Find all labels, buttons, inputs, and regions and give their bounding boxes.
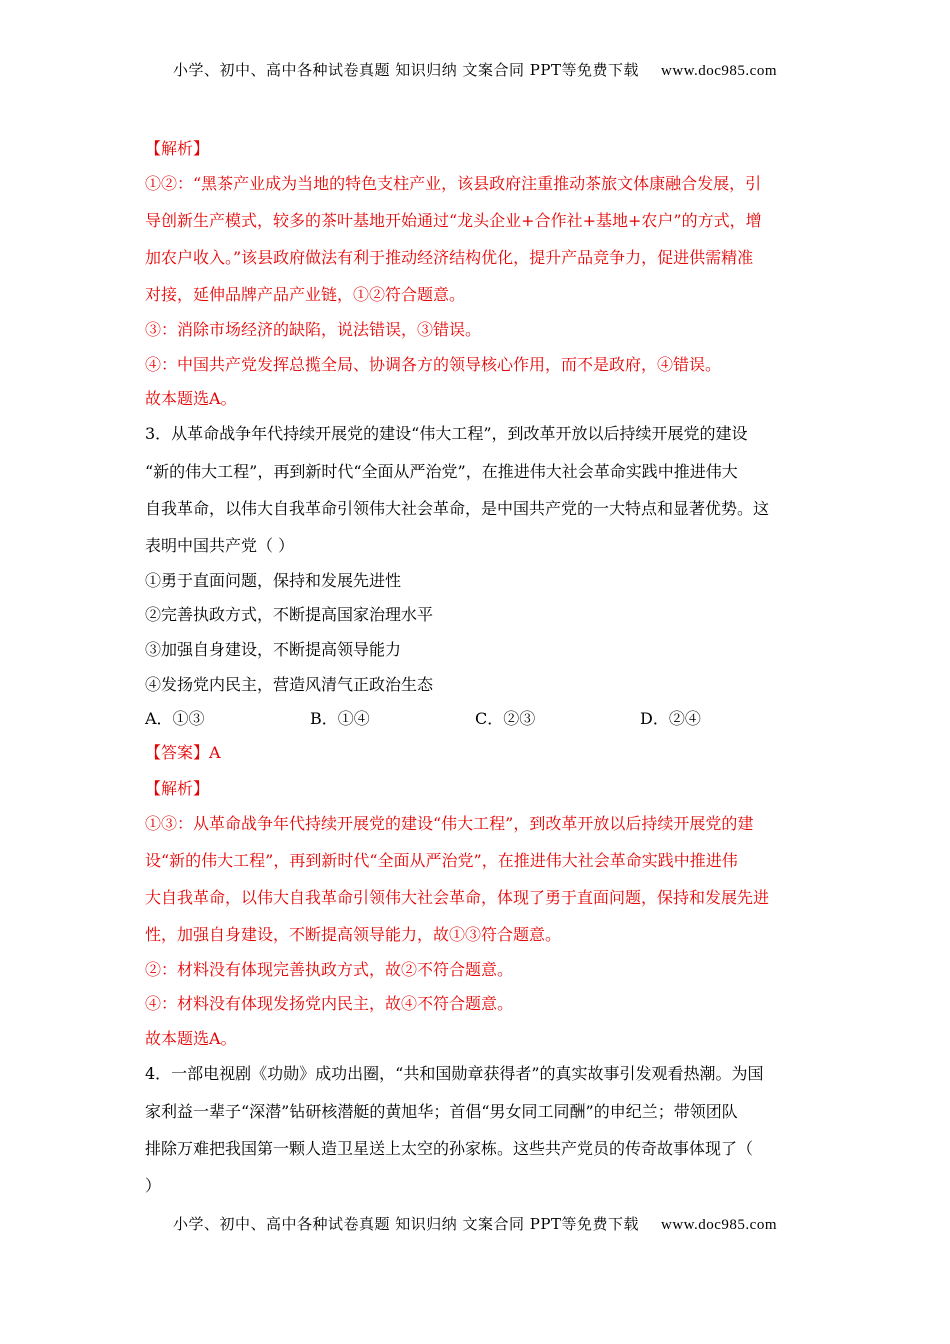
q3-answer-label: 【答案】: [145, 743, 210, 762]
q2-analysis-line: ④：中国共产党发挥总揽全局、协调各方的领导核心作用，而不是政府，④错误。: [145, 355, 722, 374]
footer-text: 小学、初中、高中各种试卷真题 知识归纳 文案合同 PPT等免费下载: [172, 1215, 639, 1233]
q3-analysis-line: ②：材料没有体现完善执政方式，故②不符合题意。: [145, 960, 514, 979]
header-text: 小学、初中、高中各种试卷真题 知识归纳 文案合同 PPT等免费下载: [172, 61, 639, 79]
q2-analysis-line: 导创新生产模式，较多的茶叶基地开始通过“龙头企业+合作社+基地+农户”的方式，增: [145, 211, 762, 230]
q3-item: ④发扬党内民主，营造风清气正政治生态: [145, 675, 434, 694]
page-header: [0, 59, 950, 80]
q3-item: ③加强自身建设，不断提高领导能力: [145, 640, 402, 659]
q3-stem-line: “新的伟大工程”，再到新时代“全面从严治党”，在推进伟大社会革命实践中推进伟大: [145, 462, 738, 481]
q3-analysis-line: ①③：从革命战争年代持续开展党的建设“伟大工程”，到改革开放以后持续开展党的建: [145, 814, 754, 833]
q3-stem-line: 表明中国共产党（ ）: [145, 536, 295, 555]
q2-analysis-line: ①②：“黑茶产业成为当地的特色支柱产业，该县政府注重推动茶旅文体康融合发展，引: [145, 174, 762, 193]
q3-answer-value: A: [209, 743, 221, 762]
q3-analysis-line: ④：材料没有体现发扬党内民主，故④不符合题意。: [145, 994, 514, 1013]
q3-stem-line: 自我革命，以伟大自我革命引领伟大社会革命，是中国共产党的一大特点和显著优势。这: [145, 499, 770, 518]
header-site: www.doc985.com: [660, 63, 777, 79]
q3-analysis-line: 设“新的伟大工程”，再到新时代“全面从严治党”，在推进伟大社会革命实践中推进伟: [145, 851, 738, 870]
q2-analysis-line: ③：消除市场经济的缺陷，说法错误，③错误。: [145, 320, 482, 339]
q3-item: ②完善执政方式，不断提高国家治理水平: [145, 605, 434, 624]
q3-analysis-line: 性，加强自身建设，不断提高领导能力，故①③符合题意。: [145, 925, 562, 944]
q3-answer: [145, 740, 221, 763]
q2-analysis-label: 【解析】: [145, 139, 210, 158]
q4-stem-line: 家利益一辈子“深潜”钻研核潜艇的黄旭华；首倡“男女同工同酬”的申纪兰；带领团队: [145, 1102, 738, 1121]
q3-conclusion: 故本题选A。: [145, 1029, 237, 1048]
q3-analysis-line: 大自我革命，以伟大自我革命引领伟大社会革命，体现了勇于直面问题，保持和发展先进: [145, 888, 770, 907]
q3-item: ①勇于直面问题，保持和发展先进性: [145, 571, 402, 590]
q3-option-a: A．①③: [145, 709, 205, 728]
q2-conclusion: 故本题选A。: [145, 389, 237, 408]
q2-analysis-line: 对接，延伸品牌产品产业链，①②符合题意。: [145, 285, 466, 304]
q3-option-b: B．①④: [310, 709, 370, 728]
q3-analysis-label: 【解析】: [145, 779, 210, 798]
page-footer: [0, 1213, 950, 1234]
q4-stem-line: ）: [145, 1176, 162, 1195]
q2-analysis-line: 加农户收入。”该县政府做法有利于推动经济结构优化，提升产品竞争力，促进供需精准: [145, 248, 754, 267]
q4-stem-line: 排除万难把我国第一颗人造卫星送上太空的孙家栋。这些共产党员的传奇故事体现了（: [145, 1139, 754, 1158]
q3-stem-line: 3．从革命战争年代持续开展党的建设“伟大工程”，到改革开放以后持续开展党的建设: [145, 424, 748, 443]
q3-option-d: D．②④: [640, 709, 701, 728]
footer-site: www.doc985.com: [660, 1217, 777, 1233]
q4-stem-line: 4．一部电视剧《功勋》成功出圈，“共和国勋章获得者”的真实故事引发观看热潮。为国: [145, 1064, 764, 1083]
q3-option-c: C．②③: [475, 709, 536, 728]
